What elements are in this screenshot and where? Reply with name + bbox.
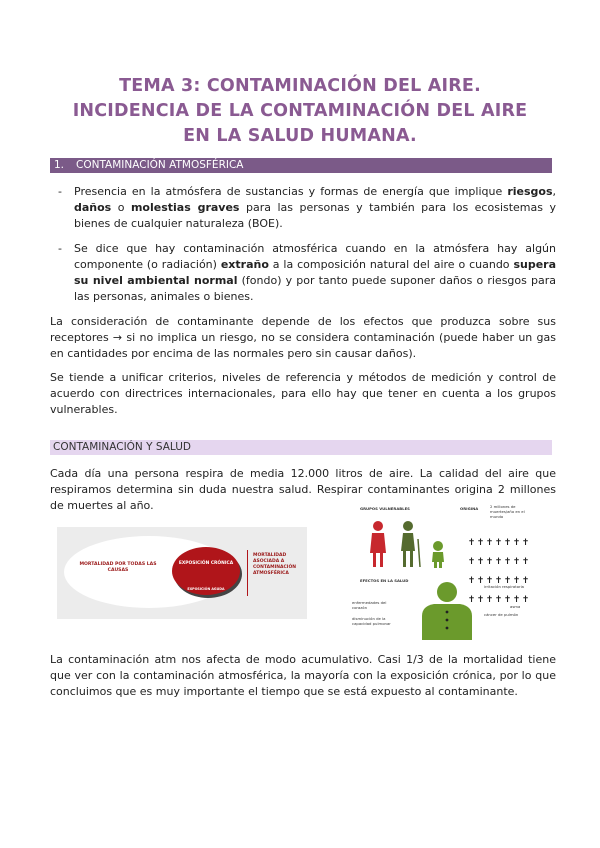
section-heading-1 [50, 158, 552, 173]
bold-text: riesgos [507, 185, 553, 198]
text: para las personas y también para los ecosistemas y bienes de cualquier naturaleza (BOE). [74, 201, 556, 230]
section-heading-2: CONTAMINACIÓN Y SALUD [50, 440, 552, 455]
bold-text: extraño [220, 258, 269, 271]
text: Presencia en la atmósfera de sustancias y formas de energía que implique [74, 185, 508, 198]
paragraph-4: La contaminación atm nos afecta de modo acumulativo. Casi 1/3 de la mortalidad tiene que ver con la contaminación atmosférica, la mayoría con la exposición crónica, por lo que concluimos que es muy importante el tiempo que se está expuesto al contaminante. [50, 653, 556, 698]
effect-irritation: irritación respiratoria [484, 584, 524, 589]
body-silhouette-icon [412, 580, 482, 640]
origin-label: ORIGINA [460, 506, 479, 511]
crosses-grid-icon: ✝✝✝✝✝✝✝ ✝✝✝✝✝✝✝ ✝✝✝✝✝✝✝ ✝✝✝✝✝✝✝ [467, 538, 530, 605]
bullet-list [50, 184, 556, 314]
bullet-dash: - [58, 242, 62, 255]
groups-label: GRUPOS VULNERABLES [360, 506, 410, 511]
effect-asthma: asma [510, 604, 521, 609]
paragraph-1: La consideración de contaminante depende de los efectos que produzca sobre sus receptores → si no implica un riesgo, no se considera contaminación (puede haber un gas en cantidades por encima de las normales pero sin causar daños). [50, 315, 556, 360]
paragraph-2: Se tiende a unificar criterios, niveles de referencia y métodos de medición y control de acuerdo con directrices internacionales, para ello hay que tener en cuenta a los grupos vulnerables. [50, 371, 556, 416]
inner-sublabel: EXPOSICIÓN AGUDA [187, 587, 225, 591]
associated-mortality-label: MORTALIDAD ASOCIADA A CONTAMINACIÓN ATMOSFÉRICA [253, 553, 297, 576]
text: a la composición natural del aire o cuando [268, 258, 514, 271]
title-line-2: INCIDENCIA DE LA CONTAMINACIÓN DEL AIRE [72, 101, 528, 121]
bold-text: supera su nivel ambiental normal [74, 258, 556, 287]
effect-lung-capacity: disminución de la capacidad pulmonar [352, 616, 391, 626]
page-title [40, 74, 560, 149]
bold-text: daños [74, 201, 112, 214]
section-label: CONTAMINACIÓN ATMOSFÉRICA [76, 159, 244, 171]
effect-heart: enfermedades del corazón [352, 600, 387, 610]
title-line-3: EN LA SALUD HUMANA. [183, 126, 417, 146]
paragraph-3: Cada día una persona respira de media 12.000 litros de aire. La calidad del aire que respiramos determina sin duda nuestra salud. Respirar contaminantes origina 2 millones de muertes al año. [50, 467, 556, 512]
mortality-diagram [57, 527, 307, 619]
text: Se dice que hay contaminación atmosférica cuando en la atmósfera hay algún componente (o radiación) [74, 242, 556, 271]
bullet-item [50, 241, 556, 305]
title-line-1: TEMA 3: CONTAMINACIÓN DEL AIRE. [119, 76, 481, 96]
bracket-line [247, 550, 251, 596]
vulnerable-groups-icon [358, 514, 458, 574]
inner-label: EXPOSICIÓN CRÓNICA [178, 561, 234, 566]
health-effects-infographic [350, 500, 542, 640]
section-number: 1. [54, 159, 65, 171]
effects-label: EFECTOS EN LA SALUD [360, 578, 409, 583]
origin-value: 2 millones de muertes/año en el mundo [490, 504, 525, 519]
bold-text: molestias graves [130, 201, 240, 214]
bullet-dash: - [58, 185, 62, 198]
text: (fondo) y por tanto puede suponer daños o riesgos para las personas, animales o bienes. [74, 274, 556, 303]
outer-label: MORTALIDAD POR TODAS LAS CAUSAS [79, 562, 157, 573]
text: o [111, 201, 131, 214]
effect-lung-cancer: cáncer de pulmón [484, 612, 519, 617]
bullet-item [50, 184, 556, 232]
text: , [552, 185, 556, 198]
